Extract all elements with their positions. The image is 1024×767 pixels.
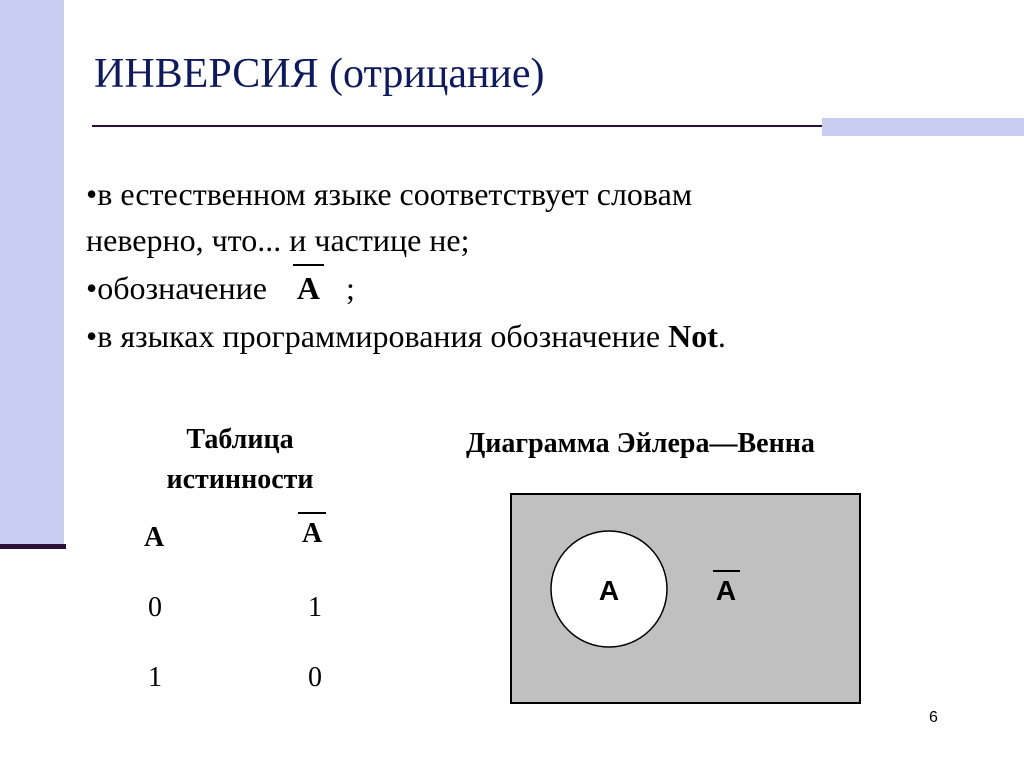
negation-symbol: A (296, 270, 321, 306)
bullet-2-prefix: •обозначение (86, 270, 267, 306)
truth-table-header-a: A (144, 522, 165, 553)
truth-table-title (140, 420, 340, 500)
venn-diagram (510, 493, 862, 705)
bullet-3 (86, 318, 726, 355)
left-accent-line (0, 544, 66, 549)
truth-table-cell-r1-nota: 1 (308, 592, 322, 623)
truth-table-cell-r1-a: 0 (148, 592, 162, 623)
left-decor-bar (0, 0, 64, 548)
bullet-2 (86, 270, 355, 307)
not-keyword: Not (668, 318, 718, 354)
title-underline-block (822, 118, 1024, 136)
venn-title: Диаграмма Эйлера—Венна (466, 428, 815, 459)
slide-title: ИНВЕРСИЯ (отрицание) (94, 51, 545, 97)
truth-table-title-line-2: истинности (166, 464, 314, 495)
page-number: 6 (929, 709, 938, 726)
venn-outside-label: A (715, 575, 737, 606)
bullet-1-line-1: •в естественном языке соответствует словам (86, 176, 693, 212)
truth-table-header-not-a-wrap (302, 518, 322, 550)
truth-table-cell-r2-nota: 0 (308, 662, 322, 693)
bullet-3-suffix: . (717, 318, 726, 354)
bullet-2-suffix: ; (346, 270, 355, 306)
truth-table-header-not-a: A (302, 518, 323, 549)
truth-table-cell-r2-a: 1 (148, 662, 162, 693)
bullet-3-prefix: •в языках программирования обозначение (86, 318, 669, 354)
truth-table-title-line-1: Таблица (186, 424, 294, 455)
venn-circle-label: A (598, 575, 620, 606)
bullet-1-line-2: неверно, что... и частице не; (86, 222, 470, 258)
